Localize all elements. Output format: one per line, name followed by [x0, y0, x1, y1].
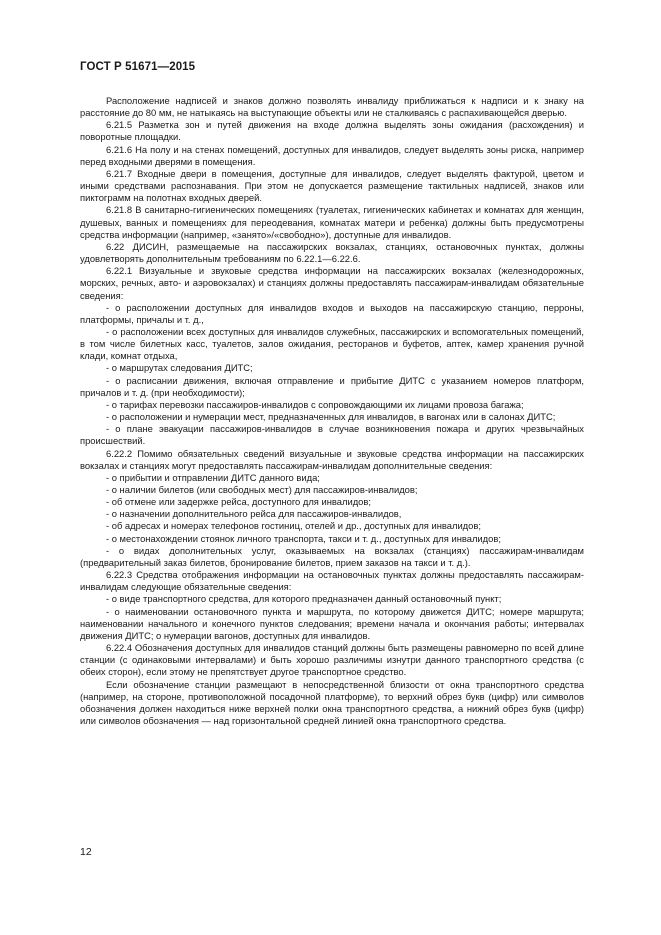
list-item: - о виде транспортного средства, для которого предназначен данный остановочный пункт;	[106, 593, 502, 605]
list-item: - о назначении дополнительного рейса для пассажиров-инвалидов,	[106, 508, 402, 520]
list-item: - об отмене или задержке рейса, доступного для инвалидов;	[106, 496, 371, 508]
page-number: 12	[80, 846, 92, 858]
list-item: - о наличии билетов (или свободных мест) для пассажиров-инвалидов;	[106, 484, 418, 495]
paragraph: Если обозначение станции размещают в непосредственной близости от окна транспортного средства (например, на стороне, противоположной посадочной платформе), то верхний обрез букв (цифр) или символов обозначения должен находиться ниже верхней полки окна транспортного средства, а нижний обрез букв (цифр) или символов обозначения — над горизонтальной средней линией окна транспортного средства.	[80, 678, 584, 726]
list-item: - о маршрутах следования ДИТС;	[106, 362, 253, 374]
list-item: - о наименовании остановочного пункта и маршрута, по которому движется ДИТС; номере маршрута; наименовании начального и конечного пунктов следования; времени начала и окончания работы; интервалах движения ДИТС; о нумерации вагонов, доступных для инвалидов.	[80, 605, 584, 641]
list-item: - о местонахождении стоянок личного транспорта, такси и т. д., доступных для инвалидов;	[106, 532, 501, 544]
list-item: - о прибытии и отправлении ДИТС данного вида;	[106, 471, 320, 483]
document-body	[80, 95, 584, 727]
document-header: ГОСТ Р 51671—2015	[80, 61, 196, 73]
paragraph: 6.22.1 Визуальные и звуковые средства информации на пассажирских вокзалах (железнодорожных, морских, речных, авто- и аэровокзалах) и станциях должны предоставлять пассажирам-инвалидам обязательные сведения:	[80, 265, 584, 301]
paragraph: 6.21.8 В санитарно-гигиенических помещениях (туалетах, гигиенических кабинетах и комнатах для женщин, душевых, ванных и помещениях для переодевания, комнатах матери и ребенка) должны быть предусмотрены средства информации (например, «занято»/«свободно»), доступные для инвалидов.	[80, 204, 584, 240]
paragraph: 6.22.2 Помимо обязательных сведений визуальные и звуковые средства информации на пассажирских вокзалах и станциях могут предоставлять пассажирам-инвалидам дополнительные сведения:	[80, 447, 584, 471]
paragraph: 6.21.5 Разметка зон и путей движения на входе должна выделять зоны ожидания (расхождения) и поворотные площадки.	[80, 119, 584, 143]
paragraph: 6.22 ДИСИН, размещаемые на пассажирских вокзалах, станциях, остановочных пунктах, должны удовлетворять дополнительным требованиям по 6.22.1—6.22.6.	[80, 240, 584, 265]
paragraph: 6.21.7 Входные двери в помещения, доступные для инвалидов, следует выделять фактурой, цветом и иными средствами распознавания. При этом не допускается размещение тактильных надписей, знаков или пиктограмм на полотнах входных дверей.	[80, 167, 584, 204]
list-item: - о расположении доступных для инвалидов входов и выходов на пассажирскую станцию, перроны, платформы, причалы и т. д.,	[80, 301, 584, 325]
paragraph: 6.22.3 Средства отображения информации на остановочных пунктах должны предоставлять пассажирам-инвалидам следующие обязательные сведения:	[80, 569, 584, 593]
list-item: - о расположении всех доступных для инвалидов служебных, пассажирских и вспомогательных помещений, в том числе билетных касс, туалетов, залов ожидания, ресторанов и буфетов, аптек, камер хранения ручной клади, комнат отдыха,	[80, 325, 584, 362]
list-item: - о расписании движения, включая отправление и прибытие ДИТС с указанием номеров платформ, причалов и т. д. (при необходимости);	[80, 374, 584, 398]
list-item: - о тарифах перевозки пассажиров-инвалидов с сопровождающими их лицами провоза багажа;	[106, 398, 524, 410]
paragraph: 6.21.6 На полу и на стенах помещений, доступных для инвалидов, следует выделять зоны риска, например перед входными дверями в помещения.	[80, 143, 584, 167]
list-item: - о плане эвакуации пассажиров-инвалидов в случае возникновения пожара и других чрезвычайных происшествий.	[80, 423, 584, 447]
list-item: - об адресах и номерах телефонов гостиниц, отелей и др., доступных для инвалидов;	[106, 520, 481, 532]
paragraph: 6.22.4 Обозначения доступных для инвалидов станций должны быть размещены равномерно по всей длине станции (с одинаковыми интервалами) и быть хорошо различимы изнутри данного транспортного средства (с обеих сторон), если этому не препятствует другое транспортное средство.	[80, 642, 584, 678]
list-item: - о расположении и нумерации мест, предназначенных для инвалидов, в вагонах или в салонах ДИТС;	[106, 411, 556, 423]
paragraph: Расположение надписей и знаков должно позволять инвалиду приближаться к надписи и к знаку на расстояние до 80 мм, не натыкаясь на выступающие объекты или не сталкиваясь с распахивающейся дверью.	[80, 95, 584, 119]
list-item: - о видах дополнительных услуг, оказываемых на вокзалах (станциях) пассажирам-инвалидам (предварительный заказ билетов, бронирование билетов, прием заказов на такси и т. д.).	[80, 544, 584, 568]
